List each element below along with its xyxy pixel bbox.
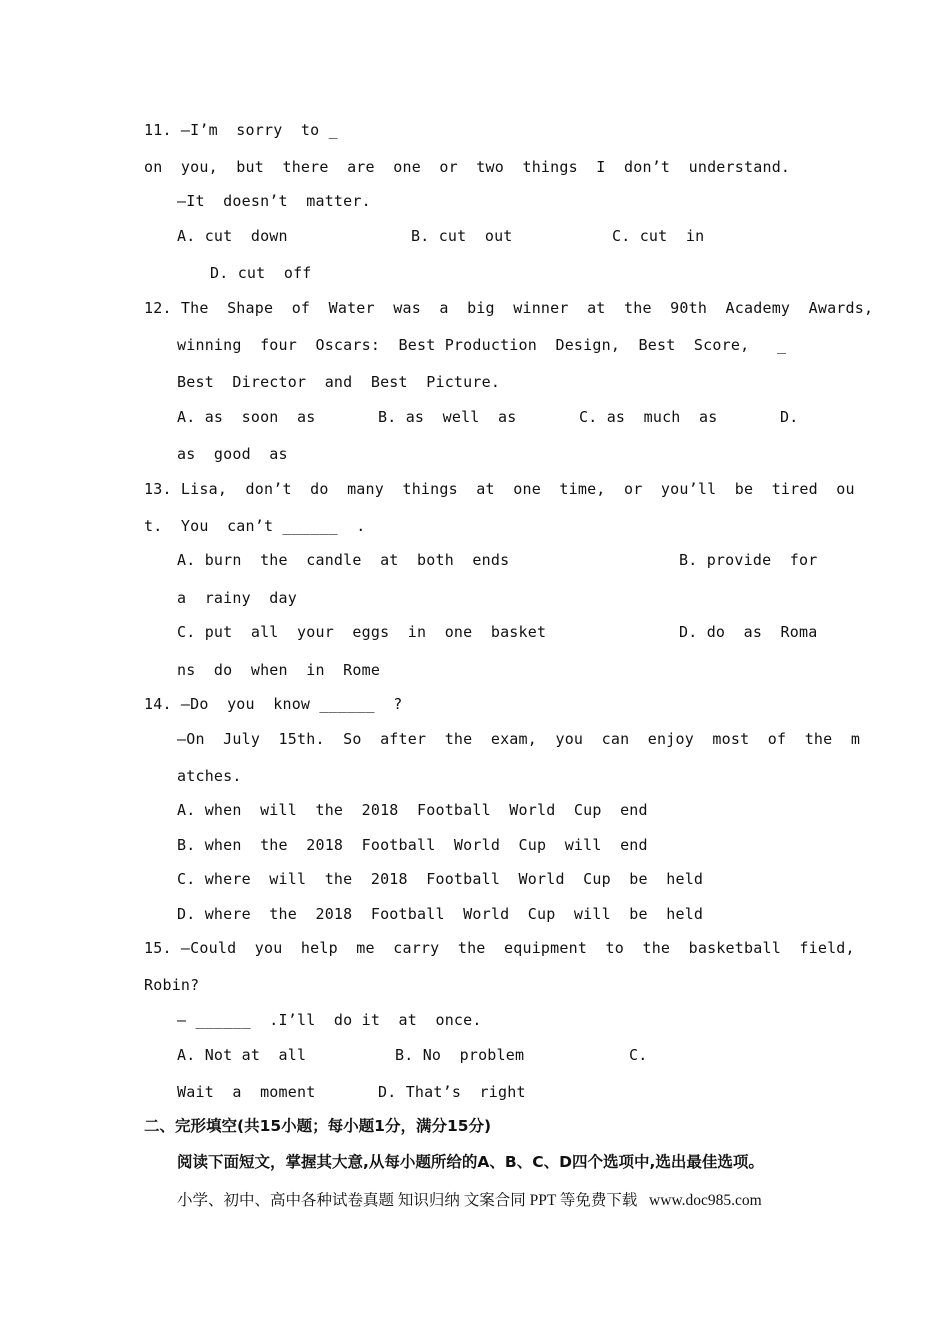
q12-option-d-text: as good as (177, 445, 288, 463)
q11-stem: 11. —I’m sorry to _ (144, 121, 338, 139)
q14-option-b: B. when the 2018 Football World Cup will end (177, 836, 648, 854)
section-instruction: 阅读下面短文，掌握其大意,从每小题所给的A、B、C、D四个选项中,选出最佳选项。 (177, 1153, 764, 1171)
q15-stem-cont: Robin? (144, 976, 200, 994)
q14-response-cont: atches. (177, 767, 242, 785)
q12-stem: 12. The Shape of Water was a big winner at the 90th Academy Awards, (144, 299, 874, 317)
q15-option-b: B. No problem (395, 1046, 525, 1064)
q11-option-a: A. cut down (177, 227, 288, 245)
q12-option-d-label: D. (780, 408, 799, 426)
q12-option-a: A. as soon as (177, 408, 316, 426)
q13-option-b: B. provide for (679, 551, 818, 569)
q11-option-b: B. cut out (411, 227, 513, 245)
q11-option-c: C. cut in (612, 227, 705, 245)
q13-option-d-cont: ns do when in Rome (177, 661, 381, 679)
q13-stem: 13. Lisa, don’t do many things at one time, or you’ll be tired ou (144, 480, 855, 498)
q13-stem-cont: t. You can’t ______ . (144, 517, 366, 535)
q13-option-b-cont: a rainy day (177, 589, 297, 607)
q12-option-b: B. as well as (378, 408, 517, 426)
page-footer: 小学、初中、高中各种试卷真题 知识归纳 文案合同 PPT 等免费下载 www.doc985.com (177, 1192, 762, 1209)
q13-option-d: D. do as Roma (679, 623, 818, 641)
q14-option-a: A. when will the 2018 Football World Cup end (177, 801, 648, 819)
q14-response: —On July 15th. So after the exam, you can enjoy most of the m (177, 730, 861, 748)
q12-stem-end: Best Director and Best Picture. (177, 373, 501, 391)
q13-option-a: A. burn the candle at both ends (177, 551, 510, 569)
q13-option-c: C. put all your eggs in one basket (177, 623, 547, 641)
q14-stem: 14. —Do you know ______ ? (144, 695, 403, 713)
q12-option-c: C. as much as (579, 408, 718, 426)
q15-response: — ______ .I’ll do it at once. (177, 1011, 482, 1029)
q15-option-c-text: Wait a moment (177, 1083, 316, 1101)
q11-stem-cont: on you, but there are one or two things I don’t understand. (144, 158, 791, 176)
q15-option-a: A. Not at all (177, 1046, 307, 1064)
q14-option-d: D. where the 2018 Football World Cup will be held (177, 905, 704, 923)
q11-response: —It doesn’t matter. (177, 192, 371, 210)
q11-option-d: D. cut off (210, 264, 312, 282)
q15-option-c-label: C. (629, 1046, 648, 1064)
q14-option-c: C. where will the 2018 Football World Cup be held (177, 870, 704, 888)
q15-stem: 15. —Could you help me carry the equipment to the basketball field, (144, 939, 855, 957)
q12-stem-cont: winning four Oscars: Best Production Design, Best Score, _ (177, 336, 787, 354)
section-heading: 二、完形填空(共15小题；每小题1分，满分15分) (144, 1117, 492, 1135)
q15-option-d: D. That’s right (378, 1083, 526, 1101)
